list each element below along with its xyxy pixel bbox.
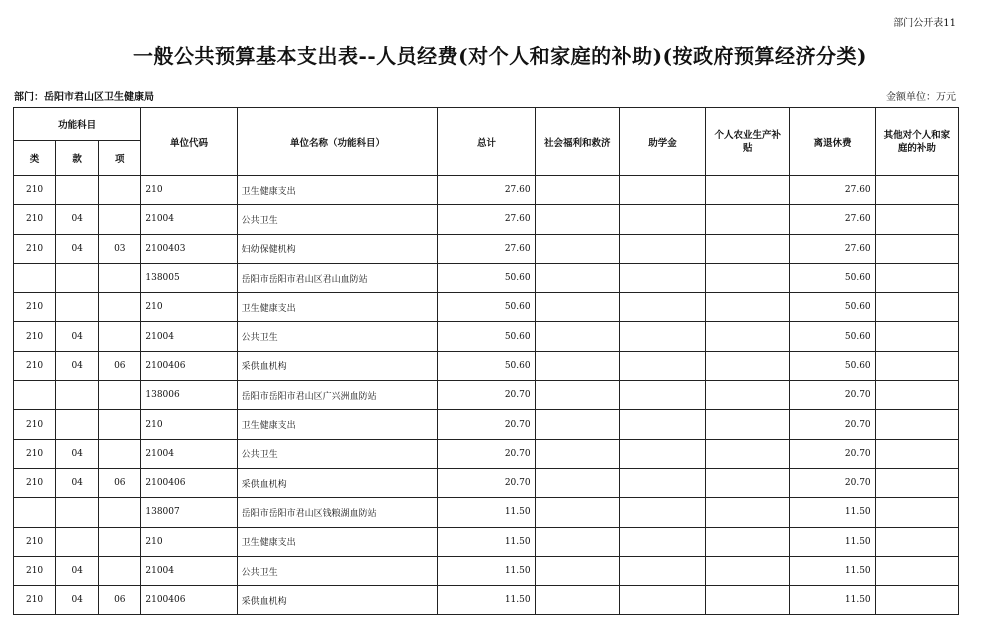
cell-grant <box>619 234 705 263</box>
cell-retirement: 20.70 <box>790 381 875 410</box>
cell-social-welfare <box>535 322 619 351</box>
cell-other-subsidy <box>875 293 958 322</box>
cell-unit-code: 2100403 <box>141 234 237 263</box>
cell-xiang <box>99 176 141 205</box>
cell-lei: 210 <box>14 322 56 351</box>
cell-grant <box>619 176 705 205</box>
cell-grant <box>619 293 705 322</box>
cell-grant <box>619 322 705 351</box>
cell-farm-subsidy <box>706 351 790 380</box>
cell-grant <box>619 527 705 556</box>
cell-retirement: 27.60 <box>790 234 875 263</box>
table-row <box>14 205 959 234</box>
cell-retirement: 27.60 <box>790 176 875 205</box>
cell-unit-code: 21004 <box>141 556 237 585</box>
header-lei: 类 <box>14 141 56 176</box>
cell-other-subsidy <box>875 234 958 263</box>
cell-kuan: 04 <box>56 205 99 234</box>
cell-lei <box>14 381 56 410</box>
cell-social-welfare <box>535 381 619 410</box>
cell-farm-subsidy <box>706 381 790 410</box>
cell-total: 20.70 <box>438 410 535 439</box>
cell-unit-name: 岳阳市岳阳市君山区广兴洲血防站 <box>237 381 438 410</box>
cell-grant <box>619 410 705 439</box>
cell-lei: 210 <box>14 586 56 615</box>
cell-retirement: 50.60 <box>790 322 875 351</box>
cell-lei: 210 <box>14 351 56 380</box>
cell-unit-code: 2100406 <box>141 468 237 497</box>
cell-lei: 210 <box>14 468 56 497</box>
cell-xiang <box>99 439 141 468</box>
table-row <box>14 439 959 468</box>
header-other-subsidy: 其他对个人和家庭的补助 <box>875 108 958 176</box>
cell-kuan: 04 <box>56 439 99 468</box>
amount-unit-label: 金额单位：万元 <box>886 92 956 103</box>
cell-retirement: 50.60 <box>790 293 875 322</box>
cell-social-welfare <box>535 439 619 468</box>
cell-social-welfare <box>535 586 619 615</box>
table-row <box>14 351 959 380</box>
cell-kuan: 04 <box>56 586 99 615</box>
cell-unit-code: 210 <box>141 527 237 556</box>
cell-farm-subsidy <box>706 586 790 615</box>
cell-unit-code: 21004 <box>141 439 237 468</box>
table-row <box>14 498 959 527</box>
cell-unit-name: 采供血机构 <box>237 468 438 497</box>
cell-unit-name: 卫生健康支出 <box>237 293 438 322</box>
cell-other-subsidy <box>875 351 958 380</box>
page-title: 一般公共预算基本支出表--人员经费(对个人和家庭的补助)(按政府预算经济分类) <box>133 44 867 68</box>
cell-lei: 210 <box>14 176 56 205</box>
cell-retirement: 50.60 <box>790 351 875 380</box>
cell-unit-code: 210 <box>141 410 237 439</box>
cell-lei <box>14 498 56 527</box>
cell-unit-name: 岳阳市岳阳市君山区钱粮湖血防站 <box>237 498 438 527</box>
cell-kuan: 04 <box>56 234 99 263</box>
cell-other-subsidy <box>875 176 958 205</box>
cell-xiang <box>99 556 141 585</box>
cell-kuan <box>56 176 99 205</box>
header-function-group: 功能科目 <box>14 108 141 141</box>
cell-total: 11.50 <box>438 498 535 527</box>
cell-unit-name: 卫生健康支出 <box>237 527 438 556</box>
cell-xiang <box>99 322 141 351</box>
cell-social-welfare <box>535 263 619 292</box>
cell-social-welfare <box>535 556 619 585</box>
cell-xiang: 03 <box>99 234 141 263</box>
cell-other-subsidy <box>875 498 958 527</box>
cell-total: 11.50 <box>438 527 535 556</box>
header-xiang: 项 <box>99 141 141 176</box>
cell-lei: 210 <box>14 439 56 468</box>
cell-unit-code: 2100406 <box>141 351 237 380</box>
cell-farm-subsidy <box>706 468 790 497</box>
cell-retirement: 11.50 <box>790 498 875 527</box>
cell-farm-subsidy <box>706 293 790 322</box>
table-row <box>14 586 959 615</box>
budget-table <box>13 107 959 615</box>
cell-xiang <box>99 381 141 410</box>
cell-retirement: 11.50 <box>790 586 875 615</box>
cell-total: 27.60 <box>438 176 535 205</box>
cell-kuan <box>56 410 99 439</box>
cell-unit-name: 卫生健康支出 <box>237 410 438 439</box>
header-farm-subsidy: 个人农业生产补贴 <box>706 108 790 176</box>
cell-unit-code: 21004 <box>141 322 237 351</box>
cell-lei: 210 <box>14 234 56 263</box>
cell-grant <box>619 498 705 527</box>
cell-other-subsidy <box>875 205 958 234</box>
cell-social-welfare <box>535 234 619 263</box>
cell-unit-name: 卫生健康支出 <box>237 176 438 205</box>
cell-unit-name: 采供血机构 <box>237 586 438 615</box>
cell-social-welfare <box>535 293 619 322</box>
cell-grant <box>619 263 705 292</box>
header-kuan: 款 <box>56 141 99 176</box>
cell-total: 50.60 <box>438 293 535 322</box>
table-row <box>14 410 959 439</box>
cell-retirement: 20.70 <box>790 439 875 468</box>
cell-unit-code: 210 <box>141 293 237 322</box>
header-social-welfare: 社会福利和救济 <box>535 108 619 176</box>
table-row <box>14 263 959 292</box>
header-unit-code: 单位代码 <box>141 108 237 176</box>
cell-other-subsidy <box>875 381 958 410</box>
cell-unit-name: 公共卫生 <box>237 556 438 585</box>
cell-kuan: 04 <box>56 468 99 497</box>
header-retirement: 离退休费 <box>790 108 875 176</box>
cell-unit-name: 公共卫生 <box>237 205 438 234</box>
cell-total: 20.70 <box>438 468 535 497</box>
cell-lei: 210 <box>14 410 56 439</box>
cell-total: 11.50 <box>438 556 535 585</box>
table-row <box>14 322 959 351</box>
cell-total: 50.60 <box>438 263 535 292</box>
cell-grant <box>619 586 705 615</box>
cell-kuan: 04 <box>56 351 99 380</box>
cell-other-subsidy <box>875 322 958 351</box>
cell-xiang <box>99 498 141 527</box>
cell-unit-code: 2100406 <box>141 586 237 615</box>
cell-retirement: 20.70 <box>790 410 875 439</box>
cell-unit-code: 21004 <box>141 205 237 234</box>
header-total: 总计 <box>438 108 535 176</box>
cell-farm-subsidy <box>706 527 790 556</box>
cell-total: 20.70 <box>438 439 535 468</box>
cell-grant <box>619 439 705 468</box>
cell-kuan: 04 <box>56 322 99 351</box>
cell-kuan <box>56 381 99 410</box>
cell-social-welfare <box>535 176 619 205</box>
table-row <box>14 527 959 556</box>
cell-xiang <box>99 205 141 234</box>
cell-lei: 210 <box>14 556 56 585</box>
cell-retirement: 11.50 <box>790 556 875 585</box>
cell-social-welfare <box>535 351 619 380</box>
cell-other-subsidy <box>875 556 958 585</box>
cell-xiang: 06 <box>99 351 141 380</box>
cell-unit-code: 138006 <box>141 381 237 410</box>
cell-social-welfare <box>535 205 619 234</box>
cell-xiang: 06 <box>99 586 141 615</box>
form-number: 部门公开表11 <box>893 18 956 29</box>
cell-xiang <box>99 410 141 439</box>
cell-social-welfare <box>535 527 619 556</box>
cell-social-welfare <box>535 410 619 439</box>
table-row <box>14 176 959 205</box>
cell-grant <box>619 468 705 497</box>
cell-grant <box>619 556 705 585</box>
cell-other-subsidy <box>875 586 958 615</box>
cell-farm-subsidy <box>706 205 790 234</box>
cell-grant <box>619 381 705 410</box>
cell-farm-subsidy <box>706 322 790 351</box>
cell-xiang <box>99 263 141 292</box>
cell-farm-subsidy <box>706 498 790 527</box>
cell-other-subsidy <box>875 263 958 292</box>
cell-grant <box>619 205 705 234</box>
cell-retirement: 50.60 <box>790 263 875 292</box>
header-grant: 助学金 <box>619 108 705 176</box>
cell-kuan: 04 <box>56 556 99 585</box>
cell-total: 27.60 <box>438 205 535 234</box>
cell-unit-name: 采供血机构 <box>237 351 438 380</box>
cell-grant <box>619 351 705 380</box>
cell-retirement: 20.70 <box>790 468 875 497</box>
cell-retirement: 11.50 <box>790 527 875 556</box>
cell-kuan <box>56 263 99 292</box>
cell-unit-name: 岳阳市岳阳市君山区君山血防站 <box>237 263 438 292</box>
cell-total: 50.60 <box>438 322 535 351</box>
cell-lei <box>14 263 56 292</box>
cell-farm-subsidy <box>706 263 790 292</box>
cell-social-welfare <box>535 498 619 527</box>
cell-total: 27.60 <box>438 234 535 263</box>
cell-farm-subsidy <box>706 556 790 585</box>
cell-unit-code: 210 <box>141 176 237 205</box>
table-row <box>14 556 959 585</box>
department-label: 部门：岳阳市君山区卫生健康局 <box>14 92 154 103</box>
cell-lei: 210 <box>14 293 56 322</box>
table-row <box>14 381 959 410</box>
cell-kuan <box>56 498 99 527</box>
cell-other-subsidy <box>875 410 958 439</box>
header-unit-name: 单位名称（功能科目） <box>237 108 438 176</box>
cell-total: 11.50 <box>438 586 535 615</box>
cell-farm-subsidy <box>706 234 790 263</box>
cell-total: 20.70 <box>438 381 535 410</box>
cell-unit-name: 公共卫生 <box>237 322 438 351</box>
cell-unit-name: 公共卫生 <box>237 439 438 468</box>
cell-unit-name: 妇幼保健机构 <box>237 234 438 263</box>
cell-social-welfare <box>535 468 619 497</box>
cell-other-subsidy <box>875 439 958 468</box>
cell-xiang: 06 <box>99 468 141 497</box>
cell-xiang <box>99 293 141 322</box>
cell-farm-subsidy <box>706 410 790 439</box>
cell-farm-subsidy <box>706 439 790 468</box>
table-body <box>14 176 959 615</box>
cell-kuan <box>56 293 99 322</box>
cell-xiang <box>99 527 141 556</box>
cell-other-subsidy <box>875 527 958 556</box>
cell-other-subsidy <box>875 468 958 497</box>
cell-unit-code: 138005 <box>141 263 237 292</box>
cell-lei: 210 <box>14 205 56 234</box>
table-row <box>14 234 959 263</box>
cell-retirement: 27.60 <box>790 205 875 234</box>
cell-farm-subsidy <box>706 176 790 205</box>
cell-total: 50.60 <box>438 351 535 380</box>
table-row <box>14 293 959 322</box>
cell-kuan <box>56 527 99 556</box>
cell-unit-code: 138007 <box>141 498 237 527</box>
table-row <box>14 468 959 497</box>
cell-lei: 210 <box>14 527 56 556</box>
